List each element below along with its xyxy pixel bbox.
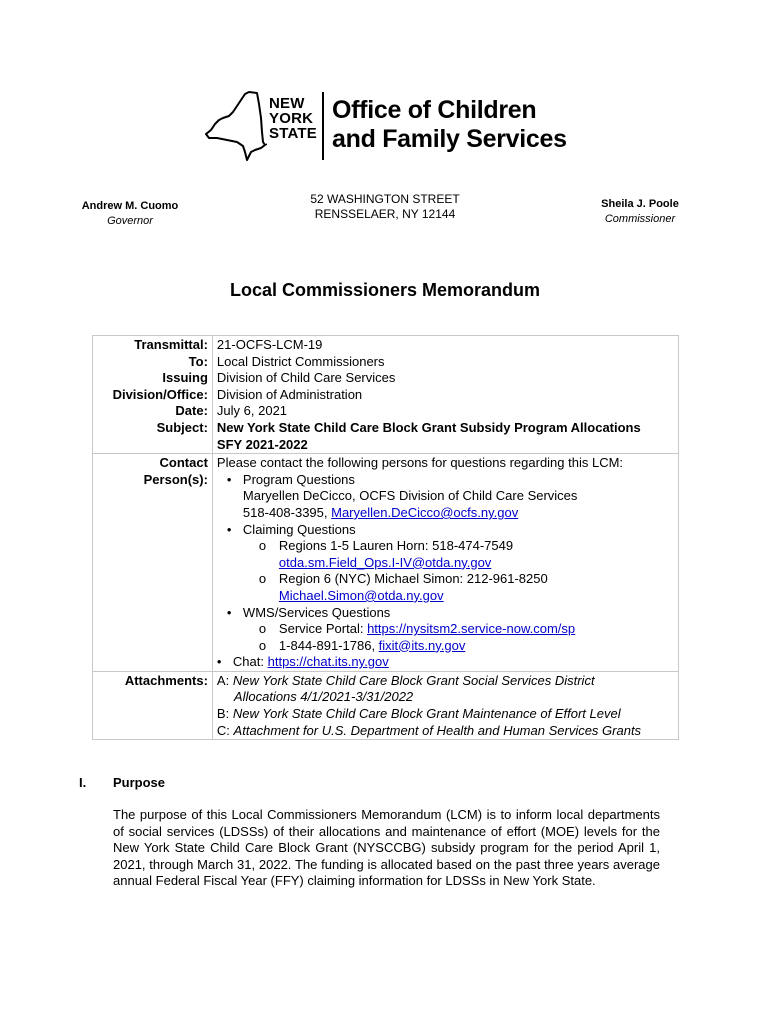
fixit-email-link[interactable]: fixit@its.ny.gov <box>378 637 466 653</box>
attachment-a-title-line-2: Allocations 4/1/2021-3/31/2022 <box>233 689 414 705</box>
program-questions-label: Program Questions <box>242 471 355 487</box>
date-label: Date: <box>175 403 208 419</box>
regions-1-5-email-line <box>217 555 674 572</box>
list-item <box>217 522 674 539</box>
claiming-questions-label: Claiming Questions <box>242 521 356 537</box>
transmittal-value: 21-OCFS-LCM-19 <box>216 337 323 352</box>
region-6-contact: Region 6 (NYC) Michael Simon: 212-961-8250 <box>278 571 548 587</box>
service-portal-link[interactable]: https://nysitsm2.service-now.com/sp <box>367 621 576 637</box>
wordmark-line-1: NEW <box>269 95 305 112</box>
subject-value-line-1: New York State Child Care Block Grant Subsidy Program Allocations <box>216 419 641 435</box>
attachment-a-prefix: A: <box>216 672 233 688</box>
wms-questions-label: WMS/Services Questions <box>242 604 391 620</box>
attachment-b <box>217 706 674 723</box>
ocfs-logo <box>205 90 575 165</box>
subject-value-line-2: SFY 2021-2022 <box>216 436 308 452</box>
attachment-a <box>217 673 674 690</box>
bullet-icon: • <box>226 471 232 487</box>
attachment-b-prefix: B: <box>216 706 233 722</box>
attachment-a-title-line-1: New York State Child Care Block Grant Social Services District <box>232 672 595 688</box>
address-line-1: 52 WASHINGTON STREET <box>310 192 460 206</box>
sub-bullet-icon: o <box>258 538 267 554</box>
governor-name: Andrew M. Cuomo <box>81 200 179 212</box>
bullet-icon: • <box>226 521 232 537</box>
chat-label: Chat: <box>232 654 268 670</box>
row-label <box>93 454 213 672</box>
to-value: Local District Commissioners <box>216 353 385 369</box>
contact-intro: Please contact the following persons for questions regarding this LCM: <box>216 455 624 471</box>
governor-title: Governor <box>107 215 153 227</box>
row-value <box>212 454 678 672</box>
list-item <box>217 621 674 638</box>
issuing-value-line-1: Division of Child Care Services <box>216 370 396 386</box>
sub-bullet-icon: o <box>258 621 267 637</box>
contact-label-line-2: Person(s): <box>143 471 208 487</box>
list-item <box>217 571 674 588</box>
section-title: Purpose <box>113 775 166 790</box>
table-row <box>93 671 679 739</box>
sub-bullet-icon: o <box>258 571 267 587</box>
to-label: To: <box>188 353 208 369</box>
new-york-state-wordmark <box>269 96 317 141</box>
attachment-c <box>217 723 674 740</box>
section-number: I. <box>79 775 87 790</box>
issuing-label-line-2: Division/Office: <box>112 386 208 402</box>
attachment-b-title: New York State Child Care Block Grant Maintenance of Effort Level <box>232 706 621 722</box>
list-item <box>217 654 674 671</box>
list-item <box>217 605 674 622</box>
row-value <box>212 671 678 739</box>
attachment-c-title: Attachment for U.S. Department of Health and Human Services Grants <box>233 722 642 738</box>
program-phone-line <box>217 505 674 522</box>
transmittal-label: Transmittal: <box>134 337 208 352</box>
governor-block <box>70 199 190 229</box>
regions-1-5-contact: Regions 1-5 Lauren Horn: 518-474-7549 <box>278 538 514 554</box>
commissioner-block <box>585 197 695 227</box>
issuing-label-line-1: Issuing <box>162 370 208 386</box>
table-row <box>93 336 679 454</box>
agency-name-line-2: and Family Services <box>332 125 567 153</box>
program-email-link[interactable]: Maryellen.DeCicco@ocfs.ny.gov <box>331 504 519 520</box>
commissioner-title: Commissioner <box>604 213 676 225</box>
row-label <box>93 336 213 454</box>
attachments-label: Attachments: <box>124 672 208 688</box>
program-contact: Maryellen DeCicco, OCFS Division of Child Care Services <box>242 488 578 504</box>
contact-label-line-1: Contact <box>159 455 208 471</box>
bullet-icon: • <box>226 604 232 620</box>
program-phone: 518-408-3395, <box>242 504 332 520</box>
new-york-state-outline-icon <box>205 90 267 162</box>
subject-label: Subject: <box>156 419 208 435</box>
list-item <box>217 638 674 655</box>
purpose-paragraph: The purpose of this Local Commissioners Memorandum (LCM) is to inform local departments of social services (LDSSs) of their allocations and maintenance of effort (MOE) levels for the New York State Child Care Block Grant (NYSCCBG) subsidy program for the period April 1, 2021, through March 31, 2022. The funding is allocated based on the past three years average annual Federal Fiscal Year (FFY) claiming information for LDSSs in New York State. <box>113 807 660 889</box>
bullet-icon: • <box>216 654 222 670</box>
row-value <box>212 336 678 454</box>
attachment-c-prefix: C: <box>216 722 234 738</box>
chat-link[interactable]: https://chat.its.ny.gov <box>267 654 389 670</box>
logo-divider <box>322 92 324 160</box>
region-6-email-line <box>217 588 674 605</box>
address-line-2: RENSSELAER, NY 12144 <box>314 207 456 221</box>
wordmark-line-2: YORK <box>269 110 314 127</box>
region-6-email-link[interactable]: Michael.Simon@otda.ny.gov <box>278 587 444 603</box>
list-item <box>217 472 674 489</box>
regions-1-5-email-link[interactable]: otda.sm.Field_Ops.I-IV@otda.ny.gov <box>278 554 492 570</box>
date-value: July 6, 2021 <box>216 403 288 419</box>
agency-name <box>332 96 567 154</box>
commissioner-name: Sheila J. Poole <box>601 198 679 210</box>
agency-name-line-1: Office of Children <box>332 96 537 124</box>
memo-title: Local Commissioners Memorandum <box>229 280 541 300</box>
fixit-phone: 1-844-891-1786, <box>278 637 379 653</box>
address-block <box>270 192 500 222</box>
row-label <box>93 671 213 739</box>
list-item <box>217 538 674 555</box>
wordmark-line-3: STATE <box>269 125 317 142</box>
issuing-value-line-2: Division of Administration <box>216 386 363 402</box>
table-row <box>93 454 679 672</box>
sub-bullet-icon: o <box>258 637 267 653</box>
transmittal-table <box>92 335 679 740</box>
service-portal-label: Service Portal: <box>278 621 368 637</box>
